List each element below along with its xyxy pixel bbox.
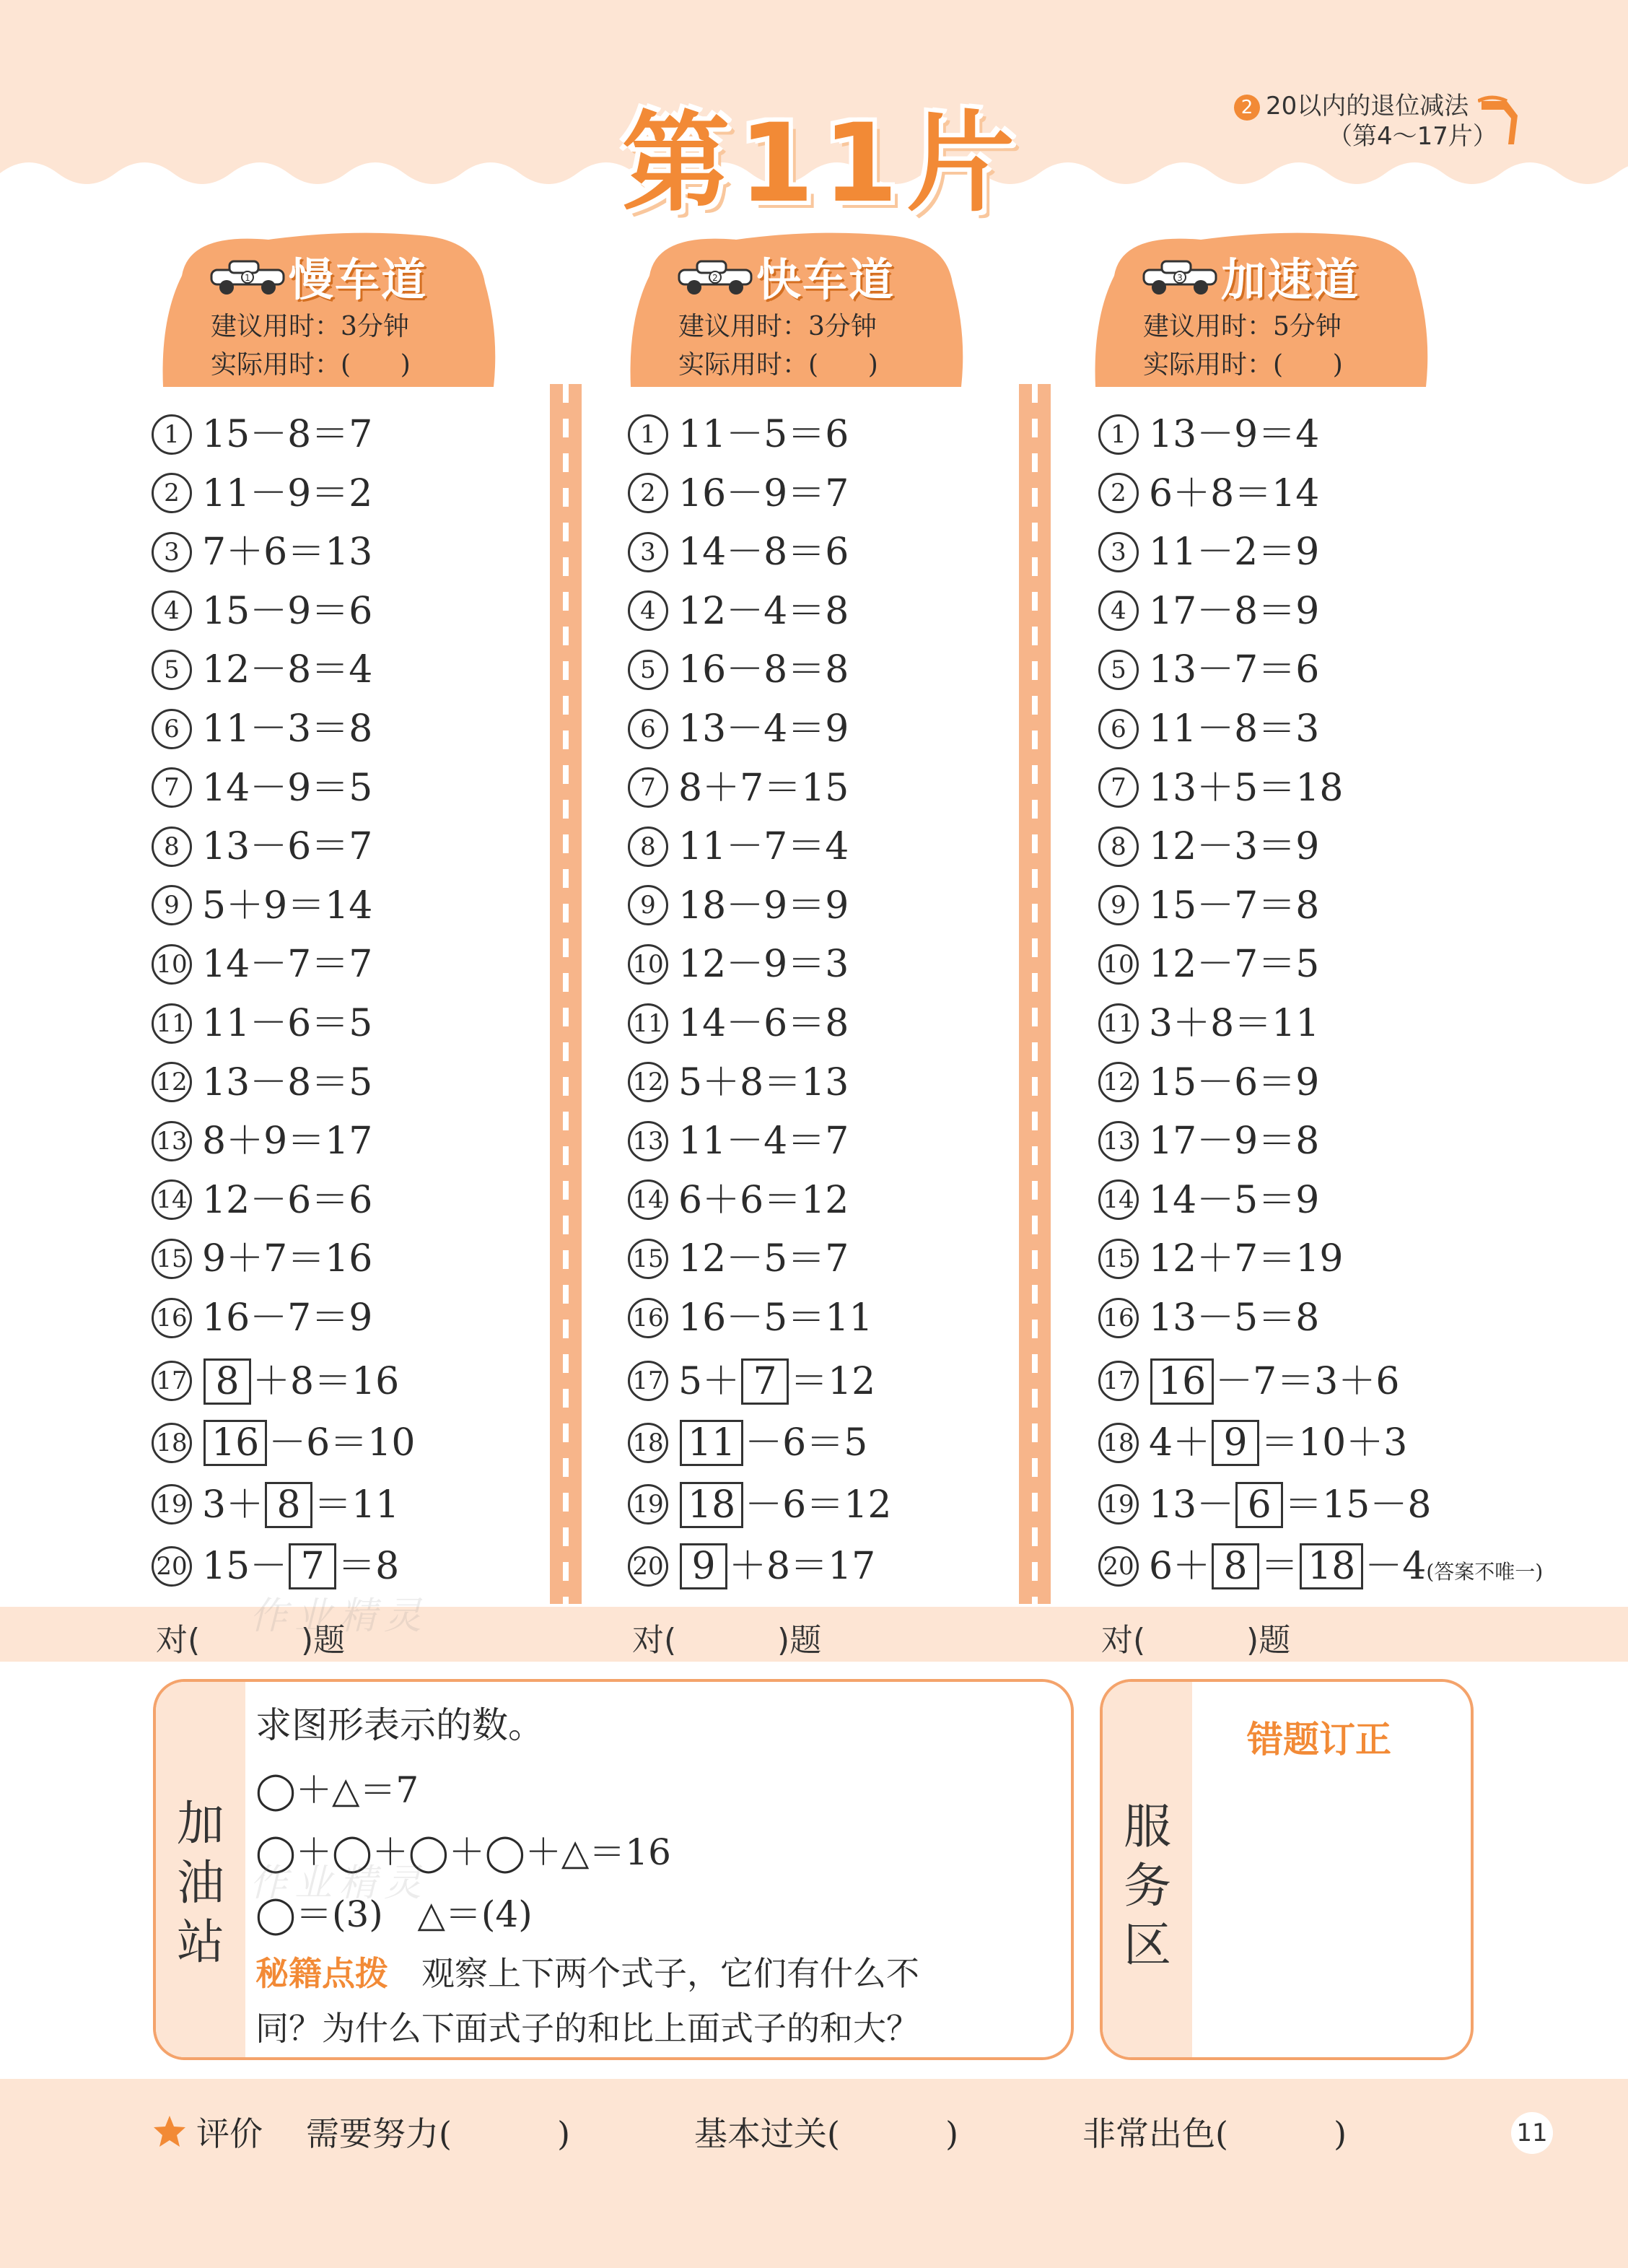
equation-text: 11－5＝6 (678, 413, 849, 456)
problem-number: 9 (1098, 885, 1139, 925)
problem-number: 1 (1098, 414, 1139, 455)
problem-row (152, 1296, 372, 1354)
problem-number: 13 (628, 1121, 668, 1161)
problem-row (1098, 1296, 1319, 1354)
problem-number: 15 (152, 1239, 192, 1279)
equation-suffix: ＋8＝16 (253, 1359, 400, 1403)
problem-number: 8 (1098, 826, 1139, 867)
problem-number: 6 (152, 709, 192, 749)
problem-number: 6 (628, 709, 668, 749)
gas-station-prompt: 求图形表示的数。 (255, 1704, 544, 1746)
equation-suffix: ＝15－8 (1285, 1483, 1432, 1527)
problem-row (1098, 590, 1319, 647)
actual-time: 实际用时：( ) (1143, 350, 1343, 380)
problem-row (628, 1543, 875, 1601)
equation-text: 14－5＝9 (1149, 1178, 1320, 1222)
problem-number: 10 (1098, 944, 1139, 985)
problem-row (152, 767, 372, 824)
problem-number: 10 (152, 944, 192, 985)
answer-box: 18 (1300, 1543, 1363, 1589)
problem-number: 17 (628, 1361, 668, 1401)
problem-row (1098, 413, 1319, 471)
problem-row (1098, 1237, 1343, 1295)
equation-text: 15－6＝9 (1149, 1060, 1320, 1104)
problem-row (628, 943, 849, 1000)
problem-number: 13 (1098, 1121, 1139, 1161)
problem-row (152, 1002, 372, 1060)
equation-text: 12－4＝8 (678, 589, 849, 633)
lane-header-accel (1093, 225, 1432, 387)
problem-number: 4 (1098, 590, 1139, 631)
problem-row (152, 413, 372, 471)
equation-text: 12＋7＝19 (1149, 1237, 1344, 1281)
problem-row (152, 1482, 399, 1540)
problem-row (1098, 767, 1343, 824)
page-title: 第11片 (621, 101, 1024, 227)
equation-suffix: －4 (1365, 1545, 1427, 1589)
problem-row (1098, 1061, 1319, 1119)
equation-text: 16－9＝7 (678, 471, 849, 515)
problem-row (1098, 1482, 1431, 1540)
problem-number: 18 (152, 1423, 192, 1463)
tip-line-1: 观察上下两个式子，它们有什么不 (421, 1954, 919, 1993)
problem-number: 3 (628, 532, 668, 572)
problem-row (628, 884, 849, 942)
problem-number: 5 (1098, 650, 1139, 690)
equation-text: 15－8＝7 (202, 413, 373, 456)
equation-text: 14－7＝7 (202, 943, 373, 987)
star-icon (152, 2114, 188, 2150)
equation-text: 13＋5＝18 (1149, 766, 1344, 810)
problem-number: 1 (152, 414, 192, 455)
problem-number: 4 (152, 590, 192, 631)
problem-number: 14 (628, 1179, 668, 1220)
equation-text: 18－9＝9 (678, 884, 849, 928)
equation-text: 15－7＝8 (1149, 884, 1320, 928)
problem-number: 14 (152, 1179, 192, 1220)
problem-number: 3 (1098, 532, 1139, 572)
equation-text: 11－8＝3 (1149, 707, 1320, 751)
problem-row (628, 767, 849, 824)
problem-number: 5 (628, 650, 668, 690)
equation-prefix: 4＋ (1149, 1421, 1211, 1465)
equation-text: 12－5＝7 (678, 1237, 849, 1281)
problem-row (1098, 1543, 1543, 1601)
problem-number: 11 (1098, 1003, 1139, 1044)
answer-box: 8 (1212, 1543, 1259, 1589)
problem-number: 1 (628, 414, 668, 455)
equation-text: 11－7＝4 (678, 825, 849, 869)
problem-number: 18 (628, 1423, 668, 1463)
answer-box: 7 (289, 1543, 336, 1589)
race-car-icon (208, 254, 287, 297)
problem-number: 19 (1098, 1484, 1139, 1525)
problem-number: 7 (628, 767, 668, 808)
problem-number: 15 (1098, 1239, 1139, 1279)
equation-suffix: －6＝12 (745, 1483, 892, 1527)
problem-number: 15 (628, 1239, 668, 1279)
equation-text: 6＋6＝12 (678, 1178, 849, 1222)
equation-prefix: 13－ (1149, 1483, 1235, 1527)
equation-suffix: ＝12 (790, 1359, 876, 1403)
equation-text: 8＋7＝15 (678, 766, 849, 810)
rating-option-pass: 基本过关( ) (694, 2114, 959, 2153)
car-number: 2 (712, 273, 718, 283)
problem-number: 11 (628, 1003, 668, 1044)
equation-prefix: 6＋ (1149, 1545, 1211, 1589)
rating-option-needs-effort: 需要努力( ) (306, 2114, 571, 2153)
equation-text: 7＋6＝13 (202, 531, 373, 575)
problem-row (1098, 943, 1319, 1000)
problem-number: 20 (152, 1546, 192, 1587)
problem-number: 16 (152, 1298, 192, 1338)
service-area-box (1100, 1679, 1474, 2060)
accel-lane-score: 对( )题 (1101, 1622, 1291, 1659)
equation-text: 11－2＝9 (1149, 531, 1320, 575)
gas-station-equation-1: ◯＋△＝7 (255, 1769, 419, 1811)
correction-title: 错题订正 (1247, 1719, 1391, 1761)
problem-row (152, 648, 372, 706)
problem-row (628, 648, 849, 706)
equation-suffix: －6＝5 (745, 1421, 868, 1465)
equation-text: 17－8＝9 (1149, 589, 1320, 633)
fuel-nozzle-icon (1478, 94, 1528, 152)
problem-number: 8 (152, 826, 192, 867)
problem-row (628, 707, 849, 765)
suggested-time: 建议用时：5分钟 (1143, 312, 1342, 341)
problem-row (628, 531, 849, 588)
lane-name: 快车道 (756, 253, 896, 306)
equation-text: 17－9＝8 (1149, 1120, 1320, 1164)
problem-number: 12 (628, 1062, 668, 1102)
answer-box: 9 (1212, 1420, 1259, 1466)
actual-time: 实际用时：( ) (678, 350, 878, 380)
problem-row (628, 1120, 849, 1177)
equation-suffix: －7＝3＋6 (1215, 1359, 1400, 1403)
answer-box: 16 (204, 1420, 267, 1466)
answer-box: 6 (1235, 1482, 1283, 1528)
problem-number: 17 (1098, 1361, 1139, 1401)
equation-text: 6＋8＝14 (1149, 471, 1320, 515)
problem-row (152, 707, 372, 765)
problem-number: 16 (1098, 1298, 1139, 1338)
equation-text: 14－8＝6 (678, 531, 849, 575)
problem-row (1098, 472, 1319, 530)
equation-text: 16－7＝9 (202, 1296, 373, 1340)
problem-row (152, 531, 372, 588)
equation-text: 13－7＝6 (1149, 648, 1320, 692)
unit-range: （第4～17片） (1328, 122, 1497, 151)
equation-text: 11－9＝2 (202, 471, 373, 515)
problem-number: 19 (628, 1484, 668, 1525)
answer-box: 18 (680, 1482, 743, 1528)
gas-station-label: 加油站 (177, 1796, 224, 1970)
equation-text: 16－8＝8 (678, 648, 849, 692)
answer-note: (答案不唯一) (1426, 1560, 1544, 1584)
problem-row (152, 884, 372, 942)
tip-line-2: 同？为什么下面式子的和比上面式子的和大？ (255, 2009, 919, 2048)
problem-number: 2 (628, 473, 668, 513)
problem-number: 2 (1098, 473, 1139, 513)
equation-text: 5＋8＝13 (678, 1060, 849, 1104)
watermark: 作业精灵 (250, 1595, 429, 1638)
car-number: 3 (1177, 273, 1183, 283)
equation-text: 14－9＝5 (202, 766, 373, 810)
problem-row (1098, 531, 1319, 588)
answer-box: 7 (741, 1358, 789, 1405)
gas-station-tip (255, 1948, 919, 1995)
equation-text: 11－4＝7 (678, 1120, 849, 1164)
problem-number: 20 (1098, 1546, 1139, 1587)
problem-number: 18 (1098, 1423, 1139, 1463)
problem-number: 12 (1098, 1062, 1139, 1102)
suggested-time: 建议用时：3分钟 (678, 312, 877, 341)
problem-row (628, 1061, 849, 1119)
problem-number: 17 (152, 1361, 192, 1401)
equation-text: 11－3＝8 (202, 707, 373, 751)
problem-number: 7 (152, 767, 192, 808)
answer-box: 9 (680, 1543, 727, 1589)
problem-row (1098, 1358, 1399, 1416)
problem-number: 9 (152, 885, 192, 925)
problem-row (152, 1358, 399, 1416)
problem-row (152, 1061, 372, 1119)
problem-row (152, 472, 372, 530)
problem-row (628, 590, 849, 647)
problem-row (628, 1482, 891, 1540)
problem-row (628, 825, 849, 883)
equation-suffix: ＝10＋3 (1261, 1421, 1408, 1465)
problem-row (628, 1002, 849, 1060)
problem-row (152, 590, 372, 647)
lane-name: 慢车道 (289, 253, 428, 306)
gas-station-answers: ◯＝(3) △＝(4) (255, 1893, 533, 1935)
equation-text: 16－5＝11 (678, 1296, 873, 1340)
problem-number: 3 (152, 532, 192, 572)
page-number: 11 (1511, 2112, 1553, 2154)
problem-row (1098, 884, 1319, 942)
equation-text: 12－8＝4 (202, 648, 373, 692)
equation-text: 8＋9＝17 (202, 1120, 373, 1164)
service-area-label: 服务区 (1124, 1799, 1171, 1973)
equation-prefix: 5＋ (678, 1359, 740, 1403)
problem-row (628, 1358, 875, 1416)
problem-row (152, 825, 372, 883)
problem-row (1098, 1120, 1319, 1177)
watermark: 作业精灵 (250, 1862, 429, 1905)
rating-option-excellent: 非常出色( ) (1082, 2114, 1347, 2153)
problem-row (1098, 1420, 1407, 1478)
slow-lane-score: 对( )题 (156, 1622, 346, 1659)
problem-number: 16 (628, 1298, 668, 1338)
equation-text: 9＋7＝16 (202, 1237, 373, 1281)
race-car-icon (1140, 254, 1220, 297)
equation-text: 11－6＝5 (202, 1002, 373, 1045)
equation-text: 13－5＝8 (1149, 1296, 1320, 1340)
lane-divider (1019, 384, 1051, 1604)
problem-number: 19 (152, 1484, 192, 1525)
problem-number: 11 (152, 1003, 192, 1044)
tip-label: 秘籍点拨 (255, 1954, 388, 1993)
equation-text: 12－7＝5 (1149, 943, 1320, 987)
problem-row (152, 1237, 372, 1295)
rating-label: 评价 (196, 2114, 263, 2153)
gas-station-equation-2: ◯＋◯＋◯＋◯＋△＝16 (255, 1831, 671, 1873)
unit-number-badge: 2 (1234, 95, 1260, 121)
problem-number: 7 (1098, 767, 1139, 808)
problem-number: 4 (628, 590, 668, 631)
problem-row (628, 1420, 867, 1478)
equation-text: 15－9＝6 (202, 589, 373, 633)
problem-row (628, 472, 849, 530)
lane-header-slow (160, 225, 499, 387)
equation-suffix: ＝8 (338, 1545, 400, 1589)
unit-name: 20以内的退位减法 (1266, 92, 1469, 121)
answer-box: 16 (1150, 1358, 1214, 1405)
problem-row (1098, 1179, 1319, 1237)
answer-box: 8 (204, 1358, 251, 1405)
lane-name: 加速道 (1221, 253, 1360, 306)
equation-suffix: ＝11 (314, 1483, 400, 1527)
problem-number: 9 (628, 885, 668, 925)
equation-text: 14－6＝8 (678, 1002, 849, 1045)
lane-divider (550, 384, 582, 1604)
equation-suffix: －6＝10 (268, 1421, 416, 1465)
problem-number: 12 (152, 1062, 192, 1102)
problem-row (152, 1120, 372, 1177)
equation-text: 12－3＝9 (1149, 825, 1320, 869)
equation-text: 13－9＝4 (1149, 413, 1320, 456)
equation-text: 3＋8＝11 (1149, 1002, 1320, 1045)
problem-row (152, 1179, 372, 1237)
equation-text: 12－6＝6 (202, 1178, 373, 1222)
problem-number: 14 (1098, 1179, 1139, 1220)
equation-text: 13－4＝9 (678, 707, 849, 751)
equation-suffix: ＝ (1261, 1545, 1299, 1589)
problem-number: 8 (628, 826, 668, 867)
problem-row (628, 1237, 849, 1295)
problem-row (628, 1296, 872, 1354)
problem-row (628, 413, 849, 471)
unit-info (1234, 91, 1497, 152)
suggested-time: 建议用时：3分钟 (211, 312, 409, 341)
actual-time: 实际用时：( ) (211, 350, 411, 380)
problem-row (152, 1420, 415, 1478)
problem-row (152, 943, 372, 1000)
problem-row (628, 1179, 849, 1237)
problem-row (1098, 1002, 1319, 1060)
problem-number: 6 (1098, 709, 1139, 749)
equation-prefix: 15－ (202, 1545, 288, 1589)
problem-number: 10 (628, 944, 668, 985)
equation-text: 12－9＝3 (678, 943, 849, 987)
problem-row (1098, 648, 1319, 706)
problem-number: 5 (152, 650, 192, 690)
fast-lane-score: 对( )题 (632, 1622, 822, 1659)
equation-prefix: 3＋ (202, 1483, 264, 1527)
equation-text: 13－6＝7 (202, 825, 373, 869)
equation-text: 5＋9＝14 (202, 884, 373, 928)
problem-number: 13 (152, 1121, 192, 1161)
answer-box: 8 (265, 1482, 312, 1528)
problem-row (1098, 825, 1319, 883)
problem-number: 20 (628, 1546, 668, 1587)
equation-suffix: ＋8＝17 (729, 1545, 876, 1589)
race-car-icon (675, 254, 755, 297)
problem-row (1098, 707, 1319, 765)
car-number: 1 (245, 273, 250, 283)
answer-box: 11 (680, 1420, 743, 1466)
equation-text: 13－8＝5 (202, 1060, 373, 1104)
lane-header-fast (628, 225, 967, 387)
problem-number: 2 (152, 473, 192, 513)
